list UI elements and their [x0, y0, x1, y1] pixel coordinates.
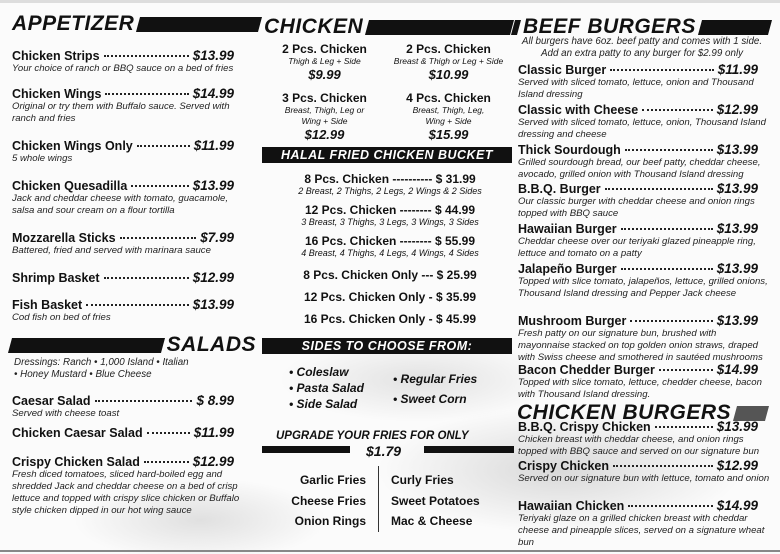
bucket-name: 16 Pcs. Chicken Only - $ 45.99	[303, 312, 477, 326]
menu-item-row	[518, 102, 758, 117]
combo-sides: Breast, Thigh, Leg or Wing + Side	[284, 105, 365, 126]
combo-price: $12.99	[304, 127, 345, 142]
item-name: Crispy Chicken	[518, 459, 610, 473]
chicken-header	[264, 15, 512, 39]
bucket-contents: 4 Breast, 4 Thighs, 4 Legs, 4 Wings, 4 Sides	[301, 248, 479, 258]
item-description: Jack and cheddar cheese with tomato, guacamole, salsa and sour cream on a flour tortilla	[12, 193, 228, 216]
dot-leader	[621, 268, 713, 270]
menu-item-row	[12, 454, 234, 469]
menu-item	[12, 393, 234, 420]
dot-leader	[610, 69, 713, 71]
menu-item-row	[518, 458, 758, 473]
item-description: Original or try them with Buffalo sauce. Served with ranch and fries	[12, 101, 230, 124]
beef-burgers-note: All burgers have 6oz. beef patty and comes with 1 side. Add an extra patty to any burger for $2.99 only	[521, 36, 763, 59]
item-description: Cheddar cheese over our teriyaki glazed pineapple ring, lettuce and tomato on a patty	[518, 236, 756, 259]
item-name: B.B.Q. Crispy Chicken	[518, 420, 651, 434]
item-description: Served with cheese toast	[12, 408, 120, 419]
item-name: Hawaiian Chicken	[518, 499, 625, 513]
item-price: $12.99	[716, 458, 758, 473]
dot-leader	[86, 304, 189, 306]
section-title: SALADS	[166, 333, 256, 356]
salad-dressings: Dressings: Ranch • 1,000 Island • Italian • Honey Mustard • Blue Cheese	[14, 357, 189, 380]
chicken-combo	[386, 42, 511, 82]
header-bar	[511, 20, 521, 35]
dot-leader	[104, 277, 189, 279]
dot-leader	[605, 188, 713, 190]
bucket-item	[270, 268, 510, 282]
upgrade-left	[282, 470, 366, 532]
item-description: Topped with slice tomato, lettuce, chedder cheese, bacon with Thousand Island dressing.	[518, 377, 762, 400]
item-description: Fresh diced tomatoes, sliced hard-boiled egg and shredded Jack and cheddar cheese on a bed of crisp lettuce and topped with crispy slice chicken or Buffalo style chicken dipped in our hot wing sauce	[12, 469, 240, 516]
item-price: $13.99	[716, 221, 758, 236]
dot-leader	[655, 426, 713, 428]
menu-item-row	[12, 270, 234, 285]
upgrade-title: UPGRADE YOUR FRIES FOR ONLY	[276, 430, 469, 442]
menu-item-row	[518, 498, 758, 513]
item-description: Teriyaki glaze on a grilled chicken breast with cheddar cheese and pineapple slices, served on a signature wheat bun	[518, 513, 765, 548]
item-description: Topped with slice tomato, jalapeños, lettuce, grilled onions, Thousand Island dressing and Pepper Jack cheese	[518, 276, 768, 299]
menu-item-row	[12, 230, 234, 245]
list-option: • Side Salad	[289, 397, 358, 411]
combo-price: $10.99	[428, 67, 469, 82]
menu-item	[518, 419, 758, 458]
item-description: Served with sliced tomato, lettuce, onion and Thousand Island dressing	[518, 77, 754, 100]
item-price: $13.99	[716, 419, 758, 434]
menu-item	[518, 261, 768, 300]
bucket-item	[270, 203, 510, 227]
item-price: $13.99	[192, 297, 234, 312]
menu-item	[12, 86, 234, 125]
item-price: $12.99	[192, 270, 234, 285]
dot-leader	[659, 369, 713, 371]
menu-item	[12, 425, 234, 440]
chicken-combo	[386, 91, 511, 142]
menu-item-row	[12, 178, 234, 193]
bucket-name: 8 Pcs. Chicken Only --- $ 25.99	[303, 268, 477, 282]
list-option: Mac & Cheese	[391, 514, 473, 528]
menu-item	[518, 221, 758, 260]
list-option: Onion Rings	[294, 514, 366, 528]
menu-item-row	[518, 181, 758, 196]
dot-leader	[144, 461, 189, 463]
dot-leader	[95, 400, 193, 402]
menu-item-row	[12, 48, 234, 63]
menu-item-row	[518, 221, 758, 236]
combo-name: 2 Pcs. Chicken	[282, 42, 367, 56]
menu-item	[518, 458, 770, 485]
bucket-item	[270, 172, 510, 196]
item-price: $13.99	[716, 181, 758, 196]
menu-item	[518, 102, 766, 141]
dot-leader	[147, 432, 190, 434]
item-price: $13.99	[192, 178, 234, 193]
section-title: CHICKEN	[264, 15, 364, 38]
section-title: BEEF BURGERS	[523, 15, 696, 38]
dot-leader	[137, 145, 190, 147]
menu-item-row	[518, 142, 758, 157]
menu-item-row	[12, 297, 234, 312]
header-bar	[8, 338, 165, 353]
menu-item	[518, 62, 758, 101]
dot-leader	[642, 109, 713, 111]
dot-leader	[104, 55, 189, 57]
dot-leader	[621, 228, 713, 230]
item-name: Chicken Wings Only	[12, 139, 133, 153]
item-name: Mushroom Burger	[518, 314, 627, 328]
menu-item	[12, 178, 234, 217]
item-price: $12.99	[716, 102, 758, 117]
item-description: Fresh patty on our signature bun, brushed with mayonnaise stacked on top golden onion straws, draped with Swiss cheese and smothered in sautéed mushrooms	[518, 328, 763, 363]
bucket-name: 12 Pcs. Chicken Only - $ 35.99	[303, 290, 477, 304]
combo-name: 4 Pcs. Chicken	[406, 91, 491, 105]
chicken-combo	[262, 42, 387, 82]
menu-item	[518, 181, 758, 220]
upgrade-right	[391, 470, 480, 532]
dot-leader	[105, 93, 188, 95]
divider-bar	[262, 446, 350, 453]
item-name: Classic Burger	[518, 63, 607, 77]
bucket-name: 16 Pcs. Chicken -------- $ 55.99	[304, 234, 476, 248]
menu-item	[12, 230, 234, 257]
list-option: Sweet Potatoes	[391, 493, 480, 508]
dot-leader	[613, 465, 713, 467]
item-name: Mozzarella Sticks	[12, 231, 116, 245]
item-price: $ 8.99	[196, 393, 234, 408]
menu-item	[12, 454, 240, 517]
menu-item	[12, 297, 234, 324]
menu-item-row	[518, 362, 758, 377]
combo-name: 2 Pcs. Chicken	[406, 42, 491, 56]
item-price: $12.99	[192, 454, 234, 469]
combo-price: $9.99	[308, 67, 341, 82]
item-price: $13.99	[192, 48, 234, 63]
item-name: Crispy Chicken Salad	[12, 455, 140, 469]
item-description: Chicken breast with cheddar cheese, and onion rings topped with BBQ sauce and served on our signature bun	[518, 434, 760, 457]
sides-right	[393, 369, 477, 409]
item-price: $13.99	[716, 261, 758, 276]
item-name: Thick Sourdough	[518, 143, 621, 157]
list-option: • Regular Fries	[393, 372, 478, 386]
item-description: Your choice of ranch or BBQ sauce on a bed of fries	[12, 63, 234, 74]
item-name: Fish Basket	[12, 298, 83, 312]
item-name: Bacon Chedder Burger	[518, 363, 655, 377]
item-description: Served with sliced tomato, lettuce, onion, Thousand Island dressing and cheese	[518, 117, 766, 140]
menu-item-row	[518, 419, 758, 434]
bucket-header: HALAL FRIED CHICKEN BUCKET	[262, 147, 512, 163]
item-price: $13.99	[716, 313, 758, 328]
menu-item	[518, 313, 763, 364]
menu-item	[518, 362, 762, 401]
menu-item	[12, 48, 234, 75]
item-description: Grilled sourdough bread, our beef patty, cheddar cheese, avocado, grilled onion with Thousand Island dressing	[518, 157, 761, 180]
section-title: APPETIZER	[12, 12, 135, 35]
item-description: Battered, fried and served with marinara sauce	[12, 245, 211, 256]
item-price: $13.99	[716, 142, 758, 157]
item-price: $14.99	[716, 498, 758, 513]
dot-leader	[625, 149, 713, 151]
chicken-combo	[262, 91, 387, 142]
divider-line	[378, 466, 379, 532]
menu-item-row	[12, 393, 234, 408]
upgrade-price: $1.79	[366, 443, 402, 459]
combo-sides: Thigh & Leg + Side	[288, 56, 361, 66]
combo-sides: Breast & Thigh or Leg + Side	[393, 56, 504, 66]
bucket-contents: 3 Breast, 3 Thighs, 3 Legs, 3 Wings, 3 Sides	[301, 217, 479, 227]
item-name: B.B.Q. Burger	[518, 182, 601, 196]
item-name: Chicken Caesar Salad	[12, 426, 143, 440]
sides-header: SIDES TO CHOOSE FROM:	[262, 338, 512, 354]
menu-item	[12, 270, 234, 285]
sides-left	[289, 364, 364, 412]
list-option: • Pasta Salad	[289, 381, 364, 395]
combo-name: 3 Pcs. Chicken	[282, 91, 367, 105]
header-bar	[698, 20, 772, 35]
dot-leader	[630, 320, 712, 322]
bucket-contents: 2 Breast, 2 Thighs, 2 Legs, 2 Wings & 2 Sides	[298, 186, 482, 196]
item-price: $14.99	[192, 86, 234, 101]
menu-item-row	[12, 86, 234, 101]
menu-item	[12, 138, 234, 165]
list-option: • Coleslaw	[289, 365, 349, 379]
bucket-item	[270, 234, 510, 258]
dot-leader	[628, 505, 712, 507]
divider-bar	[424, 446, 514, 453]
salads-header	[10, 333, 256, 357]
item-name: Chicken Quesadilla	[12, 179, 128, 193]
combo-price: $15.99	[428, 127, 469, 142]
dot-leader	[120, 237, 197, 239]
item-name: Classic with Cheese	[518, 103, 639, 117]
item-name: Chicken Strips	[12, 49, 100, 63]
item-price: $11.99	[717, 62, 758, 77]
item-description: Served on our signature bun with lettuce, tomato and onion	[518, 473, 770, 484]
item-name: Jalapeño Burger	[518, 262, 617, 276]
menu-item-row	[518, 261, 758, 276]
bucket-item	[270, 290, 510, 304]
list-option: Cheese Fries	[291, 493, 366, 508]
menu-item-row	[518, 313, 758, 328]
item-price: $11.99	[193, 138, 234, 153]
item-name: Caesar Salad	[12, 394, 91, 408]
item-description: Our classic burger with cheddar cheese and onion rings topped with BBQ sauce	[518, 196, 755, 219]
menu-item-row	[12, 138, 234, 153]
appetizer-header	[12, 12, 260, 36]
item-price: $7.99	[200, 230, 234, 245]
list-option: Curly Fries	[391, 473, 454, 487]
item-description: 5 whole wings	[12, 153, 73, 164]
menu-item-row	[12, 425, 234, 440]
header-bar	[136, 17, 262, 32]
header-bar	[365, 20, 514, 35]
bucket-item	[270, 312, 510, 326]
item-name: Shrimp Basket	[12, 271, 100, 285]
menu-item-row	[518, 62, 758, 77]
dot-leader	[131, 185, 188, 187]
menu-item	[518, 498, 765, 549]
item-price: $11.99	[193, 425, 234, 440]
list-option: • Sweet Corn	[393, 392, 467, 406]
list-option: Garlic Fries	[299, 473, 366, 487]
combo-sides: Breast, Thigh, Leg, Wing + Side	[412, 105, 485, 126]
menu-item	[518, 142, 761, 181]
bucket-name: 12 Pcs. Chicken -------- $ 44.99	[304, 203, 476, 217]
item-name: Chicken Wings	[12, 87, 102, 101]
item-price: $14.99	[716, 362, 758, 377]
section-title: CHICKEN BURGERS	[517, 401, 732, 424]
bucket-name: 8 Pcs. Chicken ---------- $ 31.99	[304, 172, 476, 186]
item-name: Hawaiian Burger	[518, 222, 617, 236]
item-description: Cod fish on bed of fries	[12, 312, 111, 323]
